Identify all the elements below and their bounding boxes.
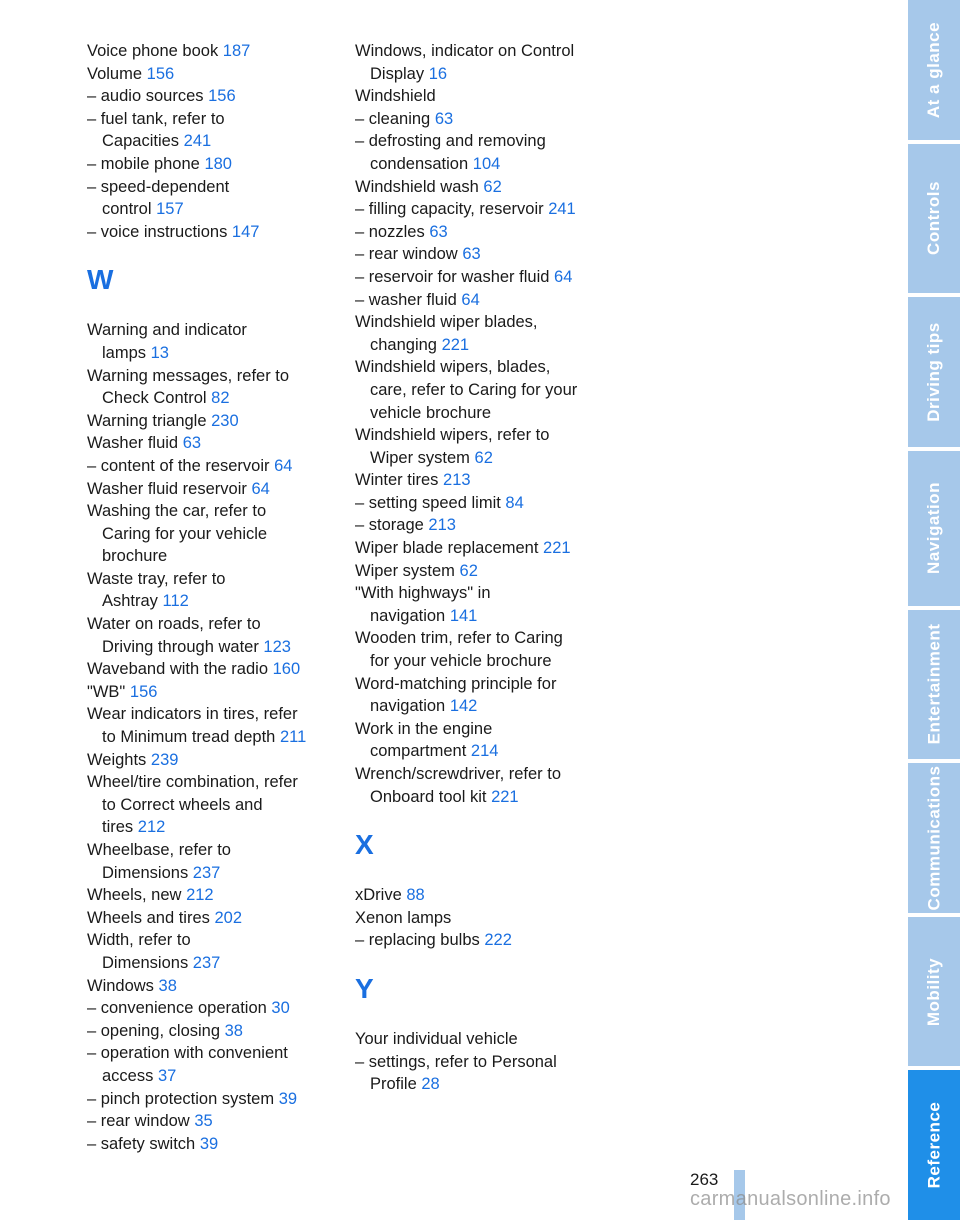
index-entry: [87, 613, 332, 658]
index-entry-text: Warning messages, refer to: [87, 366, 290, 385]
section-tab-label: Navigation: [924, 482, 943, 575]
page-reference-link[interactable]: 156: [129, 682, 158, 701]
index-letter-heading: Y: [355, 972, 374, 1004]
page-reference-link[interactable]: 212: [137, 818, 166, 837]
index-entry-label: changing: [370, 335, 437, 354]
page-reference-link[interactable]: 39: [278, 1089, 298, 1108]
page-reference-link[interactable]: 141: [449, 606, 478, 625]
section-tab-label: Communications: [924, 765, 943, 911]
page-reference-link[interactable]: 213: [428, 516, 456, 535]
index-entry: [87, 997, 332, 1020]
index-entry-continuation: Caring for your vehicle: [102, 524, 268, 543]
page-reference-link[interactable]: 62: [459, 561, 478, 580]
index-entry: [355, 514, 605, 537]
page-reference-link[interactable]: 230: [211, 411, 239, 430]
page-reference-link[interactable]: 63: [434, 109, 454, 128]
page-reference-link[interactable]: 64: [554, 267, 573, 286]
index-entry-continuation: [355, 1073, 605, 1096]
index-entry-text: [87, 1088, 332, 1111]
index-entry-text: [355, 469, 605, 492]
index-entry: [355, 108, 605, 131]
page-reference-link[interactable]: 30: [271, 999, 290, 1018]
index-entry-label: – washer fluid: [355, 290, 457, 309]
index-entry-text: [87, 884, 332, 907]
index-entry-text: Windshield wiper blades,: [355, 313, 538, 332]
index-entry-text: Waste tray, refer to: [87, 569, 226, 588]
page-reference-link[interactable]: 237: [192, 863, 221, 882]
page-reference-link[interactable]: 64: [461, 290, 480, 309]
index-entry-label: Washer fluid: [87, 434, 179, 453]
index-entry-label: Capacities: [102, 132, 180, 151]
index-entry-label: Wheels and tires: [87, 908, 210, 927]
index-entry-label: – pinch protection system: [87, 1089, 275, 1108]
page-reference-link[interactable]: 63: [182, 434, 202, 453]
index-entry-label: Dimensions: [102, 863, 189, 882]
index-entry-label: tires: [102, 818, 134, 837]
page-reference-link[interactable]: 84: [505, 493, 524, 512]
index-entry: [355, 469, 605, 492]
index-entry-label: – setting speed limit: [355, 493, 501, 512]
index-entry: [355, 221, 605, 244]
index-entry-text: [87, 658, 332, 681]
page-reference-link[interactable]: 35: [194, 1112, 213, 1131]
index-entry: [355, 40, 605, 85]
index-entry-label: Profile: [370, 1075, 417, 1094]
page-reference-link[interactable]: 13: [150, 343, 169, 362]
index-entry-text: [87, 153, 332, 176]
page-reference-link[interactable]: 241: [183, 132, 212, 151]
index-entry-continuation: [87, 130, 332, 153]
index-entry-label: Washer fluid reservoir: [87, 479, 247, 498]
index-entry: [87, 1020, 332, 1043]
index-entry-label: access: [102, 1066, 154, 1085]
index-entry-label: Winter tires: [355, 471, 439, 490]
page-reference-link[interactable]: 142: [449, 697, 478, 716]
index-entry-continuation: [87, 342, 332, 365]
index-entry: [355, 582, 605, 627]
index-entry-text: Windshield wipers, blades,: [355, 358, 551, 377]
index-entry-label: Ashtray: [102, 592, 158, 611]
index-entry-text: [87, 975, 332, 998]
index-entry-label: – convenience operation: [87, 999, 267, 1018]
index-entry: [355, 356, 605, 424]
index-entry: [355, 929, 605, 952]
index-entry-text: Windows, indicator on Control: [355, 42, 575, 60]
index-entry-label: Check Control: [102, 389, 207, 408]
index-entry: [355, 673, 605, 718]
index-entry-text: Your individual vehicle: [355, 1029, 518, 1048]
index-entry: [355, 198, 605, 221]
page-reference-link[interactable]: 202: [214, 908, 243, 927]
index-entry: [87, 176, 332, 221]
index-entry-label: – mobile phone: [87, 154, 200, 173]
index-entry: [87, 749, 332, 772]
index-entry-text: [87, 907, 332, 930]
page-reference-link[interactable]: 63: [462, 245, 481, 264]
index-entry-label: Driving through water: [102, 637, 259, 656]
index-entry-text: [355, 266, 605, 289]
page-reference-link[interactable]: 180: [204, 154, 232, 173]
index-entry: [87, 455, 332, 478]
section-tab-label: At a glance: [924, 21, 944, 118]
page-reference-link[interactable]: 156: [208, 87, 236, 106]
index-entry: [355, 85, 605, 108]
page-reference-link[interactable]: 212: [186, 886, 214, 905]
page-reference-link[interactable]: 221: [441, 335, 470, 354]
page-reference-link[interactable]: 160: [272, 660, 301, 679]
section-tab-label: Driving tips: [924, 322, 944, 422]
index-entry-text: [355, 243, 605, 266]
index-entry-continuation: [355, 695, 605, 718]
index-letter-heading: X: [355, 829, 374, 861]
index-entry-text: [355, 560, 605, 583]
index-entry: [87, 568, 332, 613]
page-reference-link[interactable]: 104: [472, 154, 501, 173]
index-entry-continuation: [355, 447, 605, 470]
index-entry-text: [87, 997, 332, 1020]
index-entry: [87, 681, 332, 704]
index-entry-label: – opening, closing: [87, 1021, 221, 1040]
index-entry-label: Windows: [87, 976, 154, 995]
index-entry-label: – reservoir for washer fluid: [355, 267, 550, 286]
index-entry-text: [87, 432, 332, 455]
index-entry-text: [355, 198, 605, 221]
index-entry-continuation: [87, 816, 332, 839]
index-entry-label: Dimensions: [102, 953, 189, 972]
index-entry-label: to Minimum tread depth: [102, 728, 276, 747]
index-entry-label: Wiper blade replacement: [355, 539, 539, 558]
index-entry: [355, 763, 605, 808]
index-entry-text: [87, 40, 332, 63]
index-entry-text: [87, 1110, 332, 1133]
page-reference-link[interactable]: 37: [157, 1066, 177, 1085]
index-entry-label: condensation: [370, 154, 469, 173]
page-reference-link[interactable]: 222: [484, 931, 512, 950]
index-entry: [87, 432, 332, 455]
index-entry-continuation: [355, 786, 605, 809]
index-entry-text: [355, 537, 605, 560]
index-entry-text: Width, refer to: [87, 931, 191, 950]
page-reference-link[interactable]: 237: [192, 953, 221, 972]
index-entry-text: [355, 492, 605, 515]
index-entry-continuation: to Correct wheels and: [102, 795, 263, 814]
page-reference-link[interactable]: 112: [162, 592, 189, 611]
index-entry-label: – storage: [355, 516, 424, 535]
page-number: 263: [690, 1170, 719, 1189]
index-entry-label: – cleaning: [355, 109, 431, 128]
index-entry: [87, 500, 332, 568]
index-entry-text: Wrench/screwdriver, refer to: [355, 765, 562, 783]
page-reference-link[interactable]: 241: [548, 200, 576, 219]
index-entry: [87, 907, 332, 930]
page-reference-link[interactable]: 156: [146, 64, 175, 83]
index-entry-text: Wear indicators in tires, refer: [87, 705, 298, 724]
index-entry: [87, 975, 332, 998]
index-entry: [355, 424, 605, 469]
index-entry-label: Onboard tool kit: [370, 787, 487, 806]
index-entry-label: control: [102, 200, 152, 219]
index-entry-continuation: [87, 862, 332, 885]
index-entry-text: [87, 85, 332, 108]
index-entry-label: xDrive: [355, 886, 402, 905]
index-entry: [355, 492, 605, 515]
index-entry-label: navigation: [370, 697, 446, 716]
section-tab-communications[interactable]: [908, 763, 960, 913]
index-entry-label: Voice phone book: [87, 42, 219, 60]
index-entry: [87, 365, 332, 410]
index-entry-label: Wheels, new: [87, 886, 182, 905]
index-entry-text: "With highways" in: [355, 584, 491, 603]
index-entry-continuation: [87, 636, 332, 659]
index-entry-text: Windshield wipers, refer to: [355, 426, 550, 445]
index-entry: [87, 884, 332, 907]
watermark: carmanualsonline.info: [690, 1188, 891, 1210]
index-entry-continuation: [355, 605, 605, 628]
index-entry: [355, 627, 605, 672]
section-tab-controls[interactable]: [908, 144, 960, 294]
index-entry-label: Warning triangle: [87, 411, 207, 430]
page-reference-link[interactable]: 213: [443, 471, 471, 490]
index-entry-continuation: care, refer to Caring for your: [370, 380, 578, 399]
index-entry-continuation: [355, 63, 605, 86]
index-entry-text: Work in the engine: [355, 719, 493, 738]
index-entry: [355, 1051, 605, 1096]
page-reference-link[interactable]: 187: [222, 42, 251, 60]
page-reference-link[interactable]: 64: [251, 479, 270, 498]
index-entry: [87, 839, 332, 884]
index-entry-text: [355, 289, 605, 312]
index-entry-text: Water on roads, refer to: [87, 615, 261, 634]
index-entry: [355, 130, 605, 175]
index-entry-text: [355, 108, 605, 131]
index-entry-label: – rear window: [87, 1112, 190, 1131]
index-entry-text: [355, 929, 605, 952]
index-entry-continuation: [87, 590, 332, 613]
page-reference-link[interactable]: 123: [263, 637, 291, 656]
page-reference-link[interactable]: 63: [429, 222, 448, 241]
index-entry-label: Weights: [87, 750, 147, 769]
index-entry-label: navigation: [370, 606, 446, 625]
page-reference-link[interactable]: 157: [156, 200, 184, 219]
index-entry-label: Wiper system: [370, 448, 470, 467]
section-tab-driving-tips[interactable]: [908, 297, 960, 447]
index-entry: [355, 884, 605, 907]
index-entry-continuation: [355, 153, 605, 176]
index-entry-continuation: vehicle brochure: [370, 403, 492, 422]
index-entry-text: – speed-dependent: [87, 177, 230, 196]
page-reference-link[interactable]: 38: [224, 1021, 243, 1040]
index-entry: [355, 718, 605, 763]
index-entry: [355, 907, 605, 930]
index-entry-continuation: [355, 740, 605, 763]
index-entry-label: compartment: [370, 742, 467, 761]
index-entry-text: – defrosting and removing: [355, 132, 546, 151]
section-tabs-sidebar: [908, 0, 960, 1220]
index-entry-text: [87, 749, 332, 772]
index-entry: [87, 1042, 332, 1087]
index-letter-heading: W: [87, 264, 114, 296]
section-tab-label: Mobility: [924, 957, 943, 1026]
index-entry: [355, 537, 605, 560]
index-entry: [87, 85, 332, 108]
index-entry-continuation: [87, 1065, 332, 1088]
index-entry-label: – safety switch: [87, 1134, 196, 1153]
index-entry-label: Waveband with the radio: [87, 660, 268, 679]
index-entry-label: – audio sources: [87, 87, 204, 106]
section-tab-label: Reference: [924, 1101, 943, 1189]
section-tab-navigation[interactable]: [908, 451, 960, 606]
index-entry-text: [87, 681, 332, 704]
index-entry-text: Word-matching principle for: [355, 674, 557, 693]
index-entry-text: Warning and indicator: [87, 321, 247, 340]
index-entry-label: – nozzles: [355, 222, 425, 241]
index-entry-text: [87, 478, 332, 501]
index-entry: [87, 929, 332, 974]
index-entry-label: Windshield wash: [355, 177, 479, 196]
index-entry-continuation: for your vehicle brochure: [370, 652, 552, 671]
index-entry-text: Xenon lamps: [355, 908, 452, 927]
index-entry-text: [355, 221, 605, 244]
index-entry-continuation: [87, 387, 332, 410]
index-entry-text: [87, 455, 332, 478]
index-entry-text: Wheelbase, refer to: [87, 841, 231, 859]
index-entry: [87, 658, 332, 681]
index-entry: [87, 703, 332, 748]
index-entry-label: Display: [370, 64, 425, 83]
index-entry: [87, 221, 332, 244]
section-tab-label: Controls: [924, 181, 944, 256]
index-entry: [355, 311, 605, 356]
index-entry-continuation: [87, 952, 332, 975]
section-tab-label: Entertainment: [924, 623, 944, 745]
index-entry: [87, 63, 332, 86]
index-entry: [87, 153, 332, 176]
page-reference-link[interactable]: 88: [406, 886, 425, 905]
index-entry-text: [355, 514, 605, 537]
page-reference-link[interactable]: 239: [150, 750, 179, 769]
page-reference-link[interactable]: 214: [470, 742, 499, 761]
index-entry-label: – rear window: [355, 245, 458, 264]
index-entry: [355, 1028, 605, 1051]
page-reference-link[interactable]: 147: [231, 222, 260, 241]
index-entry: [355, 289, 605, 312]
index-entry: [355, 176, 605, 199]
index-entry: [87, 1088, 332, 1111]
index-entry-label: – filling capacity, reservoir: [355, 200, 544, 219]
page-reference-link[interactable]: 39: [199, 1134, 219, 1153]
page-reference-link[interactable]: 38: [158, 976, 177, 995]
index-entry: [355, 243, 605, 266]
index-entry-text: [87, 410, 332, 433]
index-entry-text: [87, 221, 332, 244]
index-entry-label: Wiper system: [355, 561, 455, 580]
index-entry-text: – fuel tank, refer to: [87, 109, 225, 128]
index-entry-text: – operation with convenient: [87, 1044, 288, 1063]
index-entry: [355, 560, 605, 583]
index-entry-text: [87, 1020, 332, 1043]
index-entry: [355, 266, 605, 289]
index-entry: [87, 410, 332, 433]
page-reference-link[interactable]: 221: [543, 539, 571, 558]
page-reference-link[interactable]: 16: [428, 64, 448, 83]
section-tab-at-a-glance[interactable]: [908, 0, 960, 140]
page-reference-link[interactable]: 211: [279, 728, 307, 747]
index-entry: [87, 40, 332, 63]
section-tab-reference[interactable]: [908, 1070, 960, 1220]
index-entry-label: Volume: [87, 64, 143, 83]
index-entry-text: [87, 1133, 332, 1156]
index-entry-label: "WB": [87, 682, 126, 701]
section-tab-mobility[interactable]: [908, 917, 960, 1067]
index-entry-continuation: [355, 334, 605, 357]
index-entry-continuation: brochure: [102, 547, 168, 566]
index-entry-text: [355, 884, 605, 907]
index-entry-label: lamps: [102, 343, 147, 362]
page-reference-link[interactable]: 221: [491, 787, 519, 806]
index-entry-label: – voice instructions: [87, 222, 228, 241]
page-reference-link[interactable]: 82: [211, 389, 230, 408]
index-entry-continuation: [87, 198, 332, 221]
index-entry-text: Wooden trim, refer to Caring: [355, 629, 563, 648]
index-entry: [87, 1133, 332, 1156]
page-reference-link[interactable]: 62: [474, 448, 493, 467]
index-entry: [87, 478, 332, 501]
index-entry-label: – content of the reservoir: [87, 456, 270, 475]
index-entry-continuation: [87, 726, 332, 749]
index-entry-text: Wheel/tire combination, refer: [87, 773, 298, 792]
index-column-right: [355, 40, 605, 1096]
index-entry-text: Windshield: [355, 87, 436, 106]
index-entry-text: [87, 63, 332, 86]
page-reference-link[interactable]: 28: [421, 1075, 440, 1094]
page-reference-link[interactable]: 62: [483, 177, 502, 196]
index-entry: [87, 319, 332, 364]
index-column-left: [87, 40, 332, 1155]
index-entry: [87, 771, 332, 839]
index-entry: [87, 1110, 332, 1133]
index-entry-text: – settings, refer to Personal: [355, 1052, 557, 1071]
section-tab-entertainment[interactable]: [908, 610, 960, 760]
page-reference-link[interactable]: 64: [274, 456, 293, 475]
index-entry-text: [355, 176, 605, 199]
index-entry-text: Washing the car, refer to: [87, 502, 267, 521]
index-entry-label: – replacing bulbs: [355, 931, 480, 950]
index-entry: [87, 108, 332, 153]
